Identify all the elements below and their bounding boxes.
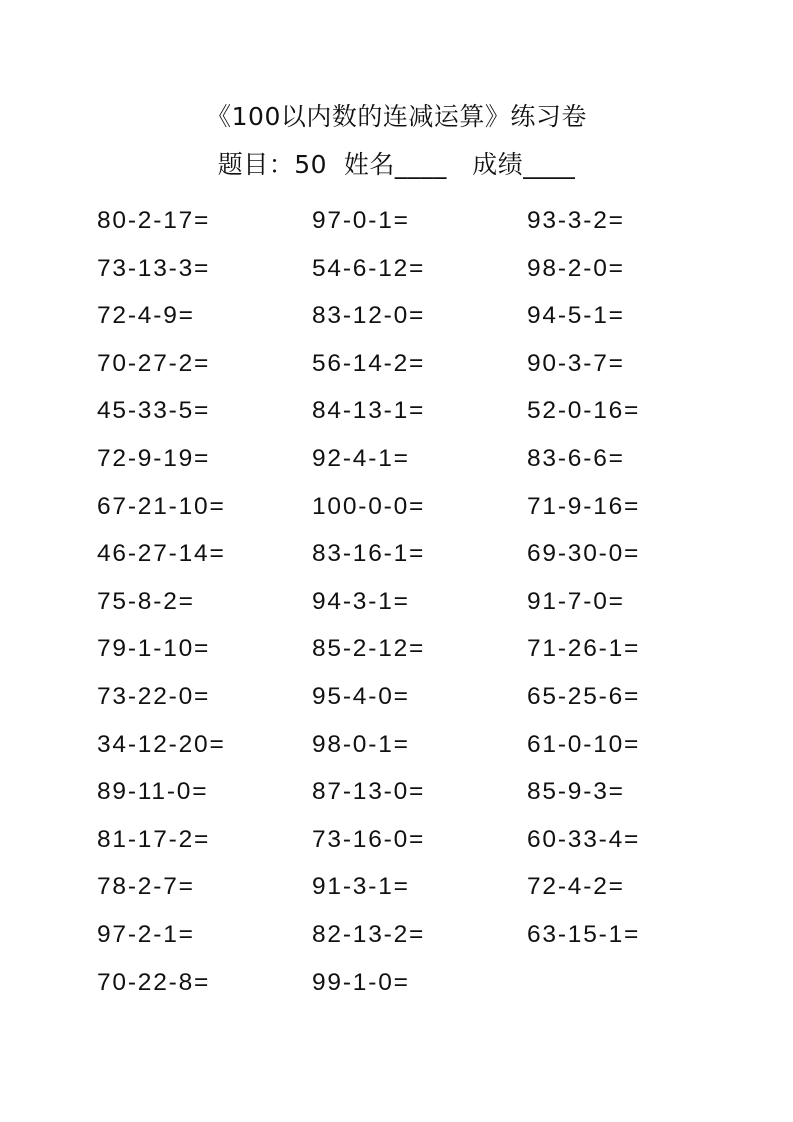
problem: 85-2-12= xyxy=(312,635,426,663)
problem: 75-8-2= xyxy=(97,587,195,615)
problem: 54-6-12= xyxy=(312,254,426,282)
problem: 73-13-3= xyxy=(97,254,211,282)
problem: 83-6-6= xyxy=(527,444,625,472)
problem: 93-3-2= xyxy=(527,207,625,234)
problem: 90-3-7= xyxy=(527,349,625,377)
problem: 67-21-10= xyxy=(97,492,226,520)
problem: 72-4-9= xyxy=(97,302,195,330)
problem: 89-11-0= xyxy=(97,778,209,806)
problem: 94-5-1= xyxy=(527,302,625,330)
problem: 69-30-0= xyxy=(527,540,641,568)
worksheet-info-line: 题目：50 姓名____ 成绩____ xyxy=(217,150,576,179)
problem: 98-0-1= xyxy=(312,730,410,758)
problem: 60-33-4= xyxy=(527,825,641,853)
worksheet-title: 《100以内数的连减运算》练习卷 xyxy=(206,102,587,131)
problem: 72-4-2= xyxy=(527,873,625,901)
problem: 82-13-2= xyxy=(312,920,426,948)
problem: 94-3-1= xyxy=(312,587,410,615)
problem: 63-15-1= xyxy=(527,920,641,948)
problem: 70-27-2= xyxy=(97,349,211,377)
problem: 87-13-0= xyxy=(312,778,426,806)
problem: 99-1-0= xyxy=(312,968,410,996)
problem: 80-2-17= xyxy=(97,207,211,234)
problem: 97-0-1= xyxy=(312,207,410,234)
problem: 52-0-16= xyxy=(527,397,641,425)
problem: 100-0-0= xyxy=(312,492,426,520)
problem: 45-33-5= xyxy=(97,397,211,425)
problem: 56-14-2= xyxy=(312,349,426,377)
problem: 70-22-8= xyxy=(97,968,211,996)
problem: 73-16-0= xyxy=(312,825,426,853)
problem: 84-13-1= xyxy=(312,397,426,425)
problem: 81-17-2= xyxy=(97,825,211,853)
problem: 65-25-6= xyxy=(527,682,641,710)
problem: 71-26-1= xyxy=(527,635,641,663)
problem: 78-2-7= xyxy=(97,873,195,901)
problem: 79-1-10= xyxy=(97,635,211,663)
problem: 83-16-1= xyxy=(312,540,426,568)
problem: 72-9-19= xyxy=(97,444,211,472)
problem: 97-2-1= xyxy=(97,920,195,948)
problem: 95-4-0= xyxy=(312,682,410,710)
problem: 91-3-1= xyxy=(312,873,410,901)
problem: 92-4-1= xyxy=(312,444,410,472)
problem: 98-2-0= xyxy=(527,254,625,282)
problem-grid xyxy=(97,204,747,1013)
problem-empty-slot xyxy=(527,966,742,1014)
problem: 34-12-20= xyxy=(97,730,226,758)
problem: 46-27-14= xyxy=(97,540,226,568)
problem: 85-9-3= xyxy=(527,778,625,806)
problem: 83-12-0= xyxy=(312,302,426,330)
problem: 71-9-16= xyxy=(527,492,641,520)
problem: 61-0-10= xyxy=(527,730,641,758)
problem: 91-7-0= xyxy=(527,587,625,615)
problem: 73-22-0= xyxy=(97,682,211,710)
